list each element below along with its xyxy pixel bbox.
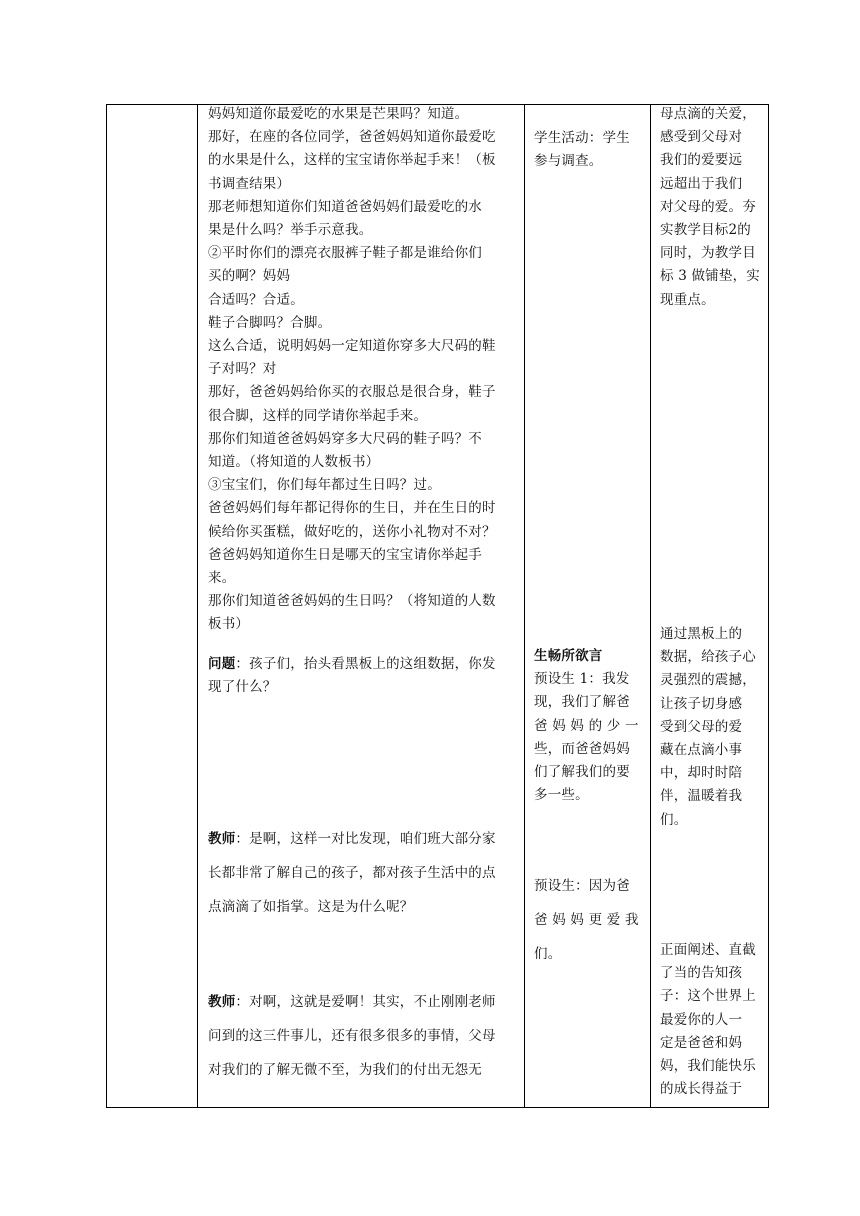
intent-line: 同时，为教学目 [660, 245, 756, 262]
response-line: 预设生：因为爸 [534, 878, 630, 894]
response-line: 们。 [534, 946, 562, 962]
intent-line: 定是爸爸和妈 [660, 1034, 743, 1051]
dialogue-line: 果是什么吗？举手示意我。 [208, 222, 373, 239]
lesson-plan-table [106, 104, 769, 1108]
teacher-text: 对我们的了解无微不至，为我们的付出无怨无 [208, 1062, 482, 1078]
intent-line: 母点滴的关爱， [660, 106, 756, 122]
dialogue-line: ③宝宝们，你们每年都过生日吗？过。 [208, 477, 441, 494]
dialogue-line: 这么合适，说明妈妈一定知道你穿多大尺码的鞋 [208, 338, 496, 355]
dialogue-line: 那老师想知道你们知道爸爸妈妈们最爱吃的水 [208, 198, 482, 215]
activity-line: 参与调查。 [534, 153, 603, 170]
student-activity-note [534, 127, 645, 173]
intent-line: 远超出于我们 [660, 175, 743, 192]
intent-line: 感受到父母对 [660, 129, 743, 146]
intent-line: 们。 [660, 811, 688, 828]
column-divider [650, 105, 651, 1107]
intent-line: 数据，给孩子心 [660, 649, 756, 666]
response-line: 们了解我们的要 [534, 764, 630, 781]
dialogue-line: 那好，在座的各位同学，爸爸妈妈知道你最爱吃 [208, 129, 496, 146]
response-line: 现，我们了解爸 [534, 694, 630, 711]
dialogue-line: 知道。（将知道的人数板书） [208, 454, 380, 471]
teacher-text: ：是啊，这样一对比发现，咱们班大部分家 [235, 831, 496, 847]
dialogue-line: 爸爸妈妈知道你生日是哪天的宝宝请你举起手 [208, 546, 482, 563]
column-divider [524, 105, 525, 1107]
dialogue-line: ②平时你们的漂亮衣服裤子鞋子都是谁给你们 [208, 245, 482, 262]
intent-line: 通过黑板上的 [660, 626, 743, 642]
intent-paragraph-2 [660, 623, 766, 832]
col1-cell [107, 105, 197, 1107]
dialogue-line: 妈妈知道你最爱吃的水果是芒果吗？知道。 [208, 106, 469, 122]
dialogue-line: 板书） [208, 616, 250, 633]
intent-line: 对父母的爱。夯 [660, 198, 756, 215]
dialogue-line: 那你们知道爸爸妈妈穿多大尺码的鞋子吗？不 [208, 430, 482, 447]
intent-line: 藏在点滴小事 [660, 742, 743, 759]
dialogue-line: 那你们知道爸爸妈妈的生日吗？（将知道的人数 [208, 593, 496, 610]
activity-line: 学生活动：学生 [534, 130, 630, 146]
dialogue-line: 候给你买蛋糕，做好吃的，送你小礼物对不对？ [208, 523, 496, 540]
intent-line: 伴，温暖着我 [660, 788, 743, 805]
question-text: 现了什么？ [208, 679, 277, 696]
dialogue-line: 的水果是什么，这样的宝宝请你举起手来！（板 [208, 152, 496, 169]
intent-line: 现重点。 [660, 291, 715, 308]
dialogue-line: 那好，爸爸妈妈给你买的衣服总是很合身，鞋子 [208, 384, 496, 401]
intent-line: 子：这个世界上 [660, 988, 756, 1005]
question-label: 问题 [208, 656, 236, 672]
student-response-2 [534, 869, 645, 971]
teacher-text: 问到的这三件事儿，还有很多很多的事情，父母 [208, 1028, 496, 1044]
intent-line: 受到父母的爱 [660, 718, 743, 735]
dialogue-line: 合适吗？合适。 [208, 291, 304, 308]
dialogue-line: 爸爸妈妈们每年都记得你的生日，并在生日的时 [208, 500, 496, 517]
teacher-text: 长都非常了解自己的孩子，都对孩子生活中的点 [208, 865, 496, 881]
response-line: 些，而爸爸妈妈 [534, 740, 630, 757]
teacher-label: 教师 [208, 831, 236, 847]
teacher-text: 点滴滴了如指掌。这是为什么呢？ [208, 899, 414, 915]
intent-line: 标 3 做铺垫，实 [660, 268, 760, 285]
dialogue-line: 很合脚，这样的同学请你举起手来。 [208, 407, 428, 424]
response-line: 爸 妈 妈 的 少 一 [534, 717, 639, 734]
intent-line: 了当的告知孩 [660, 965, 743, 982]
dialogue-line: 买的啊？妈妈 [208, 268, 291, 285]
question-paragraph [208, 653, 519, 699]
intent-line: 实教学目标2的 [660, 222, 751, 239]
survey-dialogue [208, 105, 519, 637]
dialogue-line: 子对吗？对 [208, 361, 277, 378]
student-heading: 生畅所欲言 [534, 648, 603, 664]
intent-line: 最爱你的人一 [660, 1011, 743, 1028]
intent-paragraph-1 [660, 105, 766, 312]
teacher-text: ：对啊，这就是爱啊！其实，不止刚刚老师 [235, 994, 496, 1010]
intent-paragraph-3 [660, 939, 766, 1101]
response-line: 多一些。 [534, 787, 589, 804]
intent-line: 让孩子切身感 [660, 695, 743, 712]
response-line: 爸 妈 妈 更 爱 我 [534, 912, 639, 928]
design-intent-cell [652, 105, 769, 1107]
intent-line: 的成长得益于 [660, 1081, 743, 1098]
dialogue-line: 来。 [208, 570, 236, 587]
dialogue-line: 鞋子合脚吗？合脚。 [208, 314, 332, 331]
dialogue-line: 书调查结果） [208, 175, 291, 192]
response-line: 预设生 1：我发 [534, 671, 630, 688]
teacher-label: 教师 [208, 994, 236, 1010]
question-text: ：孩子们，抬头看黑板上的这组数据，你发 [235, 656, 496, 672]
intent-line: 中，却时时陪 [660, 765, 743, 782]
intent-line: 灵强烈的震撼， [660, 672, 756, 689]
column-divider [197, 105, 198, 1107]
student-responses [534, 645, 645, 807]
student-activity-cell [526, 105, 650, 1107]
intent-line: 妈，我们能快乐 [660, 1058, 756, 1075]
intent-line: 我们的爱要远 [660, 152, 743, 169]
teacher-activity-cell [199, 105, 524, 1107]
teacher-paragraph-1 [208, 822, 519, 924]
teacher-paragraph-2 [208, 985, 519, 1087]
intent-line: 正面阐述、直截 [660, 942, 756, 958]
